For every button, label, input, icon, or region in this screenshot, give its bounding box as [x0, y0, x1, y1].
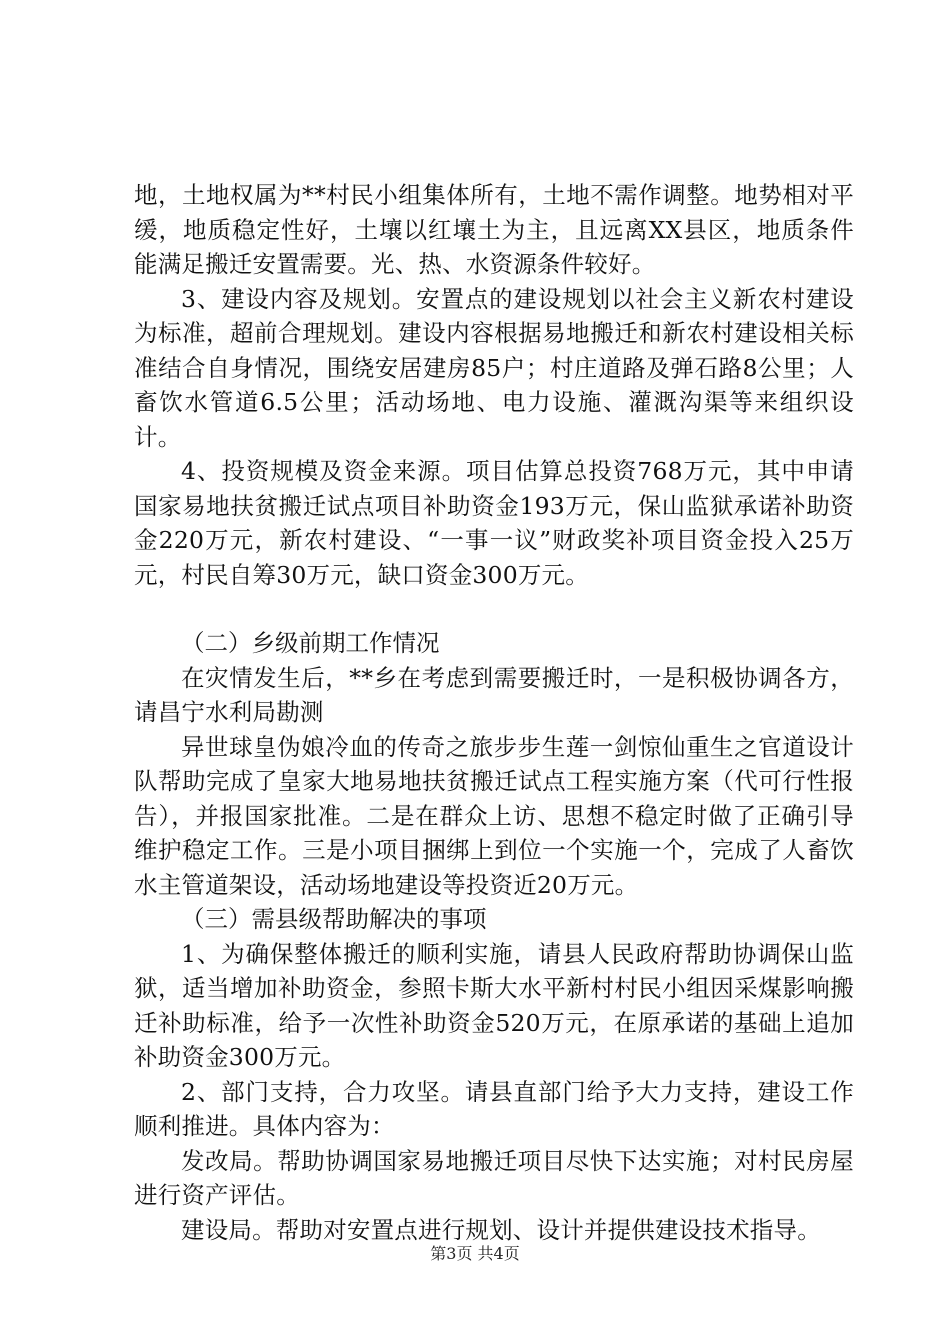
paragraph-development-bureau: 发改局。帮助协调国家易地搬迁项目尽快下达实施；对村民房屋进行资产评估。 — [134, 1146, 854, 1209]
section-heading-county-help: （三）需县级帮助解决的事项 — [181, 905, 487, 933]
paragraph-construction-bureau: 建设局。帮助对安置点进行规划、设计并提供建设技术指导。 — [181, 1215, 821, 1244]
paragraph-investment: 4、投资规模及资金来源。项目估算总投资768万元，其中申请国家易地扶贫搬迁试点项目补助资金193万元，保山监狱承诺补助资金220万元，新农村建设、“一事一议”财政奖补项目资金投入25万元，村民自筹30万元，缺口资金300万元。 — [134, 457, 854, 589]
paragraph-disaster-response: 在灾情发生后，**乡在考虑到需要搬迁时，一是积极协调各方，请昌宁水利局勘测 — [134, 663, 854, 726]
page-footer: 第3页 共4页 — [430, 1244, 520, 1263]
paragraph-design-team: 异世球皇伪娘冷血的传奇之旅步步生莲一剑惊仙重生之官道设计队帮助完成了皇家大地易地扶贫搬迁试点工程实施方案（代可行性报告），并报国家批准。二是在群众上访、思想不稳定时做了正确引导维护稳定工作。三是小项目捆绑上到位一个实施一个，完成了人畜饮水主管道架设，活动场地建设等投资近20万元。 — [134, 732, 854, 899]
paragraph-subsidy-request: 1、为确保整体搬迁的顺利实施，请县人民政府帮助协调保山监狱，适当增加补助资金，参照卡斯大水平新村村民小组因采煤影响搬迁补助标准，给予一次性补助资金520万元，在原承诺的基础上追加补助资金300万元。 — [134, 939, 854, 1071]
paragraph-construction-plan: 3、建设内容及规划。安置点的建设规划以社会主义新农村建设为标准，超前合理规划。建设内容根据易地搬迁和新农村建设相关标准结合自身情况，围绕安居建房85户；村庄道路及弹石路8公里；人畜饮水管道6.5公里；活动场地、电力设施、灌溉沟渠等来组织设计。 — [134, 284, 854, 451]
section-heading-township-work: （二）乡级前期工作情况 — [181, 629, 440, 657]
paragraph-land-conditions: 地，土地权属为**村民小组集体所有，土地不需作调整。地势相对平缓，地质稳定性好，土壤以红壤土为主，且远离XX县区，地质条件能满足搬迁安置需要。光、热、水资源条件较好。 — [134, 181, 854, 278]
document-body — [134, 178, 854, 1247]
paragraph-department-support: 2、部门支持，合力攻坚。请县直部门给予大力支持，建设工作顺利推进。具体内容为： — [134, 1077, 854, 1140]
